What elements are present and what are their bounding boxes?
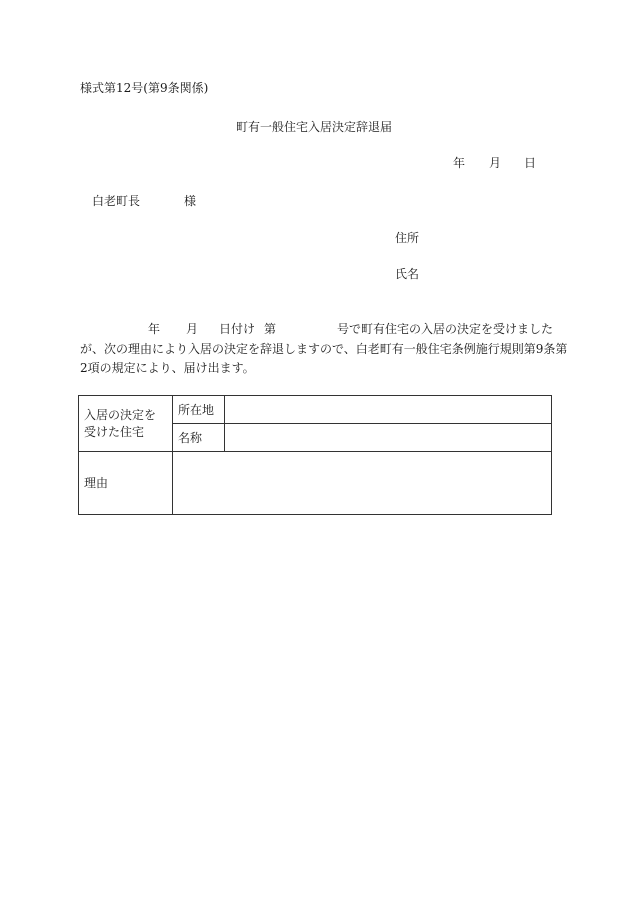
body-line1-text: 号で町有住宅の入居の決定を受けました	[337, 322, 554, 336]
addressee-honorific: 様	[184, 194, 197, 208]
body-month-label: 月	[186, 322, 199, 336]
date-month-label: 月	[489, 156, 502, 170]
location-label: 所在地	[173, 396, 225, 424]
housing-name-label: 名称	[173, 424, 225, 452]
body-line3-text: 2項の規定により、届け出ます。	[80, 361, 255, 375]
applicant-name-label: 氏名	[395, 267, 420, 281]
body-number-prefix: 第	[264, 322, 277, 336]
housing-name-value[interactable]	[230, 424, 546, 451]
reason-value[interactable]	[178, 452, 546, 514]
form-number: 様式第12号(第9条関係)	[80, 81, 209, 95]
date-day-label: 日	[524, 156, 537, 170]
applicant-address-label: 住所	[395, 231, 420, 245]
housing-info-table	[78, 395, 552, 515]
date-year-label: 年	[453, 156, 466, 170]
body-dated-label: 日付け	[219, 322, 256, 336]
location-field[interactable]	[225, 396, 552, 424]
table-row	[79, 396, 552, 424]
table-row	[79, 452, 552, 515]
housing-label: 入居の決定を受けた住宅	[79, 396, 173, 452]
reason-label: 理由	[79, 452, 173, 515]
body-line2-text: が、次の理由により入居の決定を辞退しますので、白老町有一般住宅条例施行規則第9条第	[80, 342, 568, 356]
addressee-name: 白老町長	[92, 194, 141, 208]
reason-field[interactable]	[173, 452, 552, 515]
document-title: 町有一般住宅入居決定辞退届	[236, 120, 393, 134]
housing-name-field[interactable]	[225, 424, 552, 452]
body-year-label: 年	[148, 322, 161, 336]
location-value[interactable]	[230, 396, 546, 423]
